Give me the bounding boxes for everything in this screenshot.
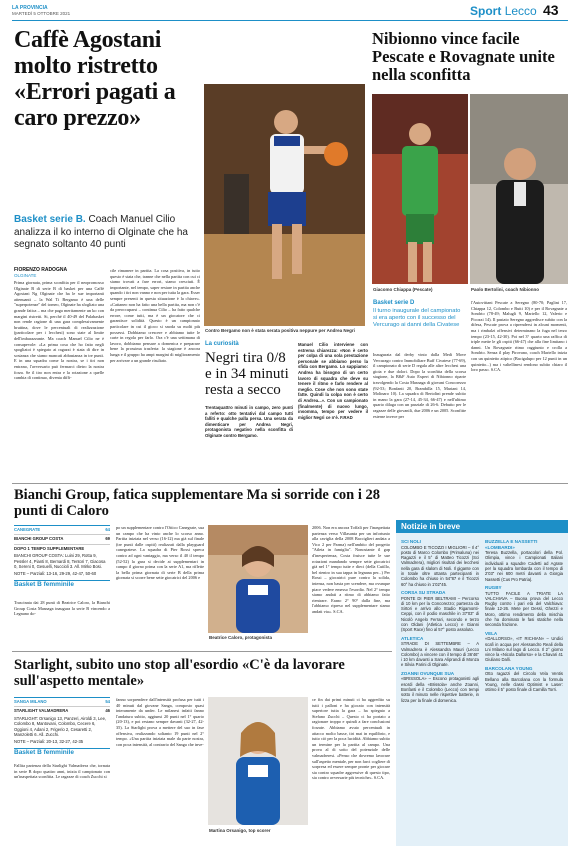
article1-photo-caption: Contro Bergamo non è stata serata positiva neppure per Andrea Negri [205, 328, 355, 333]
notizia-body: PONTE DI PIER BELTRAMI – Percorso di 10 km per la Concorezzo; partenza da Sirtori e arrivo allo Stadio Rigamonti-Ceppi, con il podio maschile in 37'03" di Nicolò Angelo Ferrari, secondo e terzo con Oldani (Atletica Lecco) e Gianni (Sport Race) fino al 57° posto assoluto. [401, 595, 479, 633]
notizia-title: BARCOLANA YOUNG [485, 665, 533, 671]
article2-caption-left: Giacomo Chiappa (Pescate) [373, 287, 433, 292]
scorebox2-home-name: SANGA MILANO [14, 699, 47, 704]
article3-photo-caption: Beatrice Caloro, protagonista [209, 635, 273, 640]
page-number: 43 [543, 2, 559, 18]
article3-headline: Bianchi Group, fatica supplementare Ma si sorride con i 28 punti di Caloro [14, 487, 380, 519]
article4-photo-caption: Martina Orsanigo, top scorer [209, 828, 271, 833]
article1-standfirst-block [14, 214, 204, 252]
scorebox2-away-score: 46 [105, 708, 110, 714]
curiosity-body-2: Manuel Cilio interviene con estrema chiarezza: «Non è certo per colpa di una sola prestazione personale se abbiamo perso la sfida con Bergamo. Lo sappiamo: Andrea ha bisogno di un certo lavoro di squadra che deve su tenere il ritmo e farlo rendere al meglio. Cose che non sono state fatte. Quindi la colpa non è certo di Andrea...». Con un campionato (finalmente) di nuovo lungo, insomma, tempo per vedere il miglior Negri ce n'è. F.RAD [298, 342, 368, 420]
player-smiling-icon [208, 697, 308, 825]
article2-body-right: l'Autovittani Pescate a Seregno (80-70; Paglini 17, Chiappa 12, Colombo e Butti 10) e per il Rovagnate a Sondrio (78-49; Malugli 9, Mariello 12, Valerio e Picozzi 14). Il pastato Seregno aggredisce subito con la difesa, Pescate prova a riprendersi in alcuni momenti, ma i rimbalzi offensivi determinano la fuga nel terzo tempo (23-15, 42-30). Poi nel 3° quarto una raffica di triple mette le gli ospiti (66-47) che alla fine limitano i danni. Un Rovagnate ritmo raggiunto e crolla a Sondrio. Senza il play Pirovano, coach Mariello inizia con un quintetto atipico (Bacigalupo per 12 punti in un quintetto...) ma i valtellinesi rendono subito chiaro il loro passo. S.CA. [471, 300, 567, 373]
masthead-paper: LA PROVINCIA [12, 5, 48, 11]
notizie-box [396, 520, 568, 846]
notizie-header: Notizie in breve [396, 520, 568, 533]
article2-headline: Nibionno vince facile Pescate e Rovagnate unite nella sconfitta [372, 29, 555, 84]
scorebox2-away-name: STARLIGHT VALMADRERA [14, 708, 69, 714]
notizia-title: CORSA SU STRADA [401, 589, 446, 595]
bottom-rule [12, 651, 392, 652]
article4-body-left: Fallita partenza della Starlight Valmadrera che, tornata in serie B dopo quattro anni, inizia il campionato con un'inaspettata sconfitta. Le ragazze di coach Zucchi si [14, 763, 110, 780]
coach-portrait-icon [470, 94, 568, 284]
scorebox-away-name: BIANCHI GROUP COSTA [14, 536, 64, 542]
notizia-body: Otto ragazzi del Circolo Vela Ventis Bellano alla Barcolana con la formula Young, nelle classi Optimist e Laser: ottimo il 5° posto finale di Camilla Torri. [485, 671, 563, 693]
article1-body-mid: cile rimanere in partita. La cosa positiva, in tutto questo è stata che, tranne che nella partita con cui ci siamo trovati a fare errori, siamo cresciuti. È importante, nel tempo, saper restare in partita anche quando i tiri non vanno e non per tutta la gara. Esser sempre presenti in questa situazione è la chiave». «Cattaneo non ha fatto una bella partita, ma non c'è da preoccuparsi – continua Cilio – ha fatto qualche errore, come tutti, ma è un giocatore che ci garantisce solidità. Questo è un campionato particolare in cui il gioco si snoda su molti più possessi. Dobbiamo crescere e abbiamo tutte le carte in regola per farlo. Ora c'è una settimana di lavoro, dobbiamo pensare a domenica e preparare bene la prossima trasferta: la stagione è ancora lunga e il gruppo ha ampi margini di miglioramento per arrivare a un grande risultato. [110, 268, 200, 363]
article2-photo-left [372, 94, 468, 284]
section-label [470, 4, 537, 18]
player-portrait-icon [208, 525, 308, 633]
article2-standfirst: Il turno inaugurale del campionato si era aperto con il successo del Vercurago ai danni della Civatese [373, 308, 461, 329]
notizia-body: «BRISSOLA» – Escono protagonisti agli esordi della «Brissola» anche Zoanni, Bonfanti e il Colombo (Lecco) con tempi sotto il minuto nelle rispettive batterie, in lizza per la finale di domenica. [401, 676, 479, 703]
notizia-body: «DALLORSO», «IT RICHIAN» – Undici scafi in acqua per Alessandro Reali della Lni Milano sul lago di Lecco. Il 2° giorno vince la «Nicola Dallorso» e la Chavari 41 Giuliano Dalli. [485, 636, 563, 663]
scorebox-body: BIANCHI GROUP COSTA: Luini 29, Rotta 9, Pessler 4, Pianti 8, Bernardi 8, Tentori 7, Giacosa 0, Sereni 0, Gesuelli, Nuccioli 3. All. Mirko Bosi. [14, 553, 106, 570]
curiosity-body: Trentaquattro minuti in campo, zero punti a referto: otto tentativi dal campo tutti falliti e qualche palla persa. Una serata da dimenticare per Andrea Negri, protagonista negativo nella sconfitta di Olginate contro Bergamo. [205, 405, 293, 438]
section-sport: Sport [470, 4, 502, 18]
scorebox2-label: Basket B femminile [14, 748, 110, 755]
notizia-title: BUZZELLA E NASSETTI «LOMBARDI» [485, 539, 538, 550]
notizia-title: RUGBY [485, 584, 502, 590]
article4-photo [208, 697, 308, 825]
notizia-title: ATLETICA [401, 635, 424, 641]
article3-body-left: Trascinata dai 28 punti di Beatrice Caloro, la Bianchi Group Costa Masnaga inaugura la serie B vincendo a Legnano do- [14, 600, 110, 617]
notizia-title: ZOANNI OVUNQUE SUA [401, 670, 455, 676]
article4-body-mid: fanno sorprendere dall'intensità profusa per tutti i 40 minuti dal giovane Sanga, composto quasi interamente da under. Le milanesi infatti fanno l'andatura subito, aggiunsi 20 punti nel 1° quarto (20-13), e poi restano sempre davanti (32-27, 42-35). La Starlight prova a mettere del suo in fase offensiva, realizzando soltanto 19 punti nel 2° tempo. «Una partita iniziata male da parte nostra, con poca intensità, al contrario del Sanga che inve- [116, 697, 204, 747]
article4-scorebox [14, 697, 110, 755]
notizie-col-1 [401, 536, 479, 842]
notizia-title: VELA [485, 630, 498, 636]
scorebox2-home-score: 54 [105, 699, 110, 704]
scorebox-label: Basket B femminile [14, 580, 110, 587]
article1-body-left: Prima giornata, prima sconfitta per il neopromosso Olginate B di serie B di basket per una Caffè Agostani Ng Olginate che ha le sue importanti attenuanti – la Wal Ti Bergamo è una delle "superpotenze" del torneo, Olginate ha sfogliato una grande fatica – ma che paga meritamente un ko con margini ristretti. Si, perché il 40-49 del Palabasket non rende ragione di una gara complessivamente bruttina, dove le percentuali di realizzazione (particolare per i lecchesi) sono state al limite dell'imbarazzante. Ma coach Manuel Cilio ne è consapevole: «La prima cosa che ho fatto negli spogliatoi è spiegato ai ragazzi è stata di dire in sostanza che siamo mancati abbastanza in tre punti. E in una squadra come la nostra, se i tiri non entrano, l'avversario può fermarci dietro la nostra forza. Se il tiro non entra e la rotazione a quelle cambia di continuo, diventa diffi- [14, 280, 104, 381]
notizia-title: SCI NOLI [401, 539, 421, 544]
scorebox2-home [14, 697, 110, 704]
article2-kicker: Basket serie D [373, 300, 415, 306]
article1-photo [204, 84, 365, 326]
article4-headline: Starlight, subito uno stop all'esordio «C'è da lavorare sull'aspetto mentale» [14, 657, 345, 689]
scorebox2-body: STARLIGHT: Orsanigo 13, Panzeri, Airoldi 3, Lee, Colombo 8, Mantovani, Colombo, Cecere 6, Oggioni 4, Adani 2, Frigerio 2, Cesaretti 2, Manzoletti 6. All. Zucchi. [14, 715, 107, 738]
notizia-body: TUTTO FACILE A TRIATE LA VALCHIAVA – Buona prova del Lecco Rugby contro i pari età del Valchiava: finale 12-26. Mete per Dessì, Ghezzi e Moro, ottimo rendimento della mischia che ha dominato le fasi statiche nella seconda frazione. [485, 590, 563, 628]
player-figure-icon [204, 84, 365, 326]
scorebox2-away [14, 706, 110, 713]
article3-scorebox [14, 525, 110, 587]
article1-dateline: OLGINATE [14, 273, 37, 278]
scorebox-partials: NOTE – Parziali: 13-16, 29-29, 42-47, 50-60 [14, 571, 97, 577]
article2-photo-right [470, 94, 568, 284]
article1-byline: FIORENZO RADOGNA [14, 267, 68, 273]
scorebox-note: DOPO 1 TEMPO SUPPLEMENTARE [14, 544, 110, 551]
article1-kicker: Basket serie B. [14, 214, 86, 225]
article4-body-right: ce fin dai primi minuti ci ha aggredito su tutti i palloni e ha giocato con intensità superiore tutta la gara – ha spiegato a Stefano Zucchi – Questo ci ha portato a ragionare troppo e quindi a fare conclusioni forzate. Abbiamo avuto percentuali in attacco molto basse, tiri mai in equilibrio, e tutto ciò per la poca lucidità. Abbiamo subito un termine per la partita al campo. Una prova al di sotto del potenziale delle valmadreresi. «Penso che dovremo lavorare sull'aspetto mentale, per non farci cogliere di sorpresa ed essere sempre pronte per giocare sia contro squadre aggressive di questo tipo, sia contro avversarie più tecniche». S.CA. [312, 697, 390, 781]
section-city: Lecco [504, 4, 537, 18]
scorebox-away-score: 69 [105, 536, 110, 542]
notizia-body: Teresa Buzzella, portacolori della Pol. Olimpia, vince i Campionati Italiani individuali a squadre Cadetti ad Agrate per la squadra lombarda con il tempo di 2'03" nei 600 metri davanti a Giorgia Nassetti (Cus Pro Patria). [485, 550, 563, 582]
mid-rule [12, 483, 568, 484]
curiosity-label: La curiosità [205, 341, 239, 347]
masthead-date: MARTEDÌ 5 OTTOBRE 2021 [12, 11, 71, 16]
notizie-col-2 [485, 536, 563, 842]
scorebox2-partials: NOTE – Parziali: 20-13, 32-27, 42-35 [14, 739, 84, 745]
article2-caption-right: Paolo Bertolini, coach Nibionno [471, 287, 540, 292]
notizia-body: STRADE DI SETTEMBRE – A Valmadrera è Alessandra Mauri (Lecco Colombo) a vincere con il tempo di 36'46" i 10 km davanti a Sara Aliprandi di Monza e Silvia Parini di Olginate. [401, 641, 479, 668]
scorebox-home-name: CANEGRATE [14, 527, 41, 532]
article3-body-mid: po un supplementare contro l'Ottico Canegrate, sua un campo che ha vinto anche lo scorso anno. Partita iniziata nel verso (16-12) ma già sul finale (tre punti dalle ospiti) realizzati dalla playguard canegratese. La squadra di Pier Rossi spreca contro ad ogni vantaggio, ma verso il 40 il tempo (52-52) la gara si decide ai supplementari in campo il giorno prima con la serie A1, ma riflette la bella prima giornata di serie B della prima giornata si scorre bene sette giocatrici del 2006 e [116, 525, 204, 581]
article1-headline: Caffè Agostani molto ristretto «Errori pagati a caro prezzo» [14, 27, 176, 131]
article1-standfirst: Coach Manuel Cilio analizza il ko interno di Olginate che ha segnato soltanto 40 punti [14, 214, 188, 250]
player-green-icon [372, 94, 468, 284]
scorebox-home [14, 525, 110, 532]
article3-body-right: 2006. Non era ancora Toffali per l'inaspettata partenza verso Villasanta per un infortunio alla caviglia della 2008 Bacciglieri andata a Vico 2 per Parma) nell'ambito del progetto "Atleta in famiglia". Nonostante il gap d'inesperienza, Costa fruisce tutte le sue rotazioni mandando sempre sette giocatrici già nel 1° tempo tutte e dieci (della Cutillo, bel rientro in sua tappa in legnana per...) Per Rossi – giocatrici pure contro la solida, intensa, non basta per scendere, ma ovunque piace vedere emesso l'esordio. Nel 2° tempo siamo andati a ritmo di abbiamo fatto rientrare. Erano 2° 90° dalla fine, ma l'abbiamo ripreso nel supplementare siamo andati via». S.CA. [312, 525, 390, 614]
scorebox-home-score: 64 [105, 527, 110, 532]
article3-photo [208, 525, 308, 633]
header-rule [12, 20, 568, 21]
curiosity-title: Negri tira 0/8 e in 34 minuti resta a secco [205, 350, 289, 398]
article2-body-left: Inaugurata dal derby vinto dalla Medi Move Vercurago contro Immobiliare Buff Civatese (77-69), il campionato di serie D regala alle altre lecchesi una gioia e due dolori. Dopo la sconfitta della scorsa stagione, la B&F Auto Expert di Nibionno riparte travolgendo la Costa Masnaga di giovani Concorezzo (92-53; Bonfanti 20, Brambilla 15, Mariani 14, Molinaro 10). La squadra di Bertolini prende subito in mano la gara (27-14, 45-34, 66-47) e nell'ultimo quarto dilaga con un parziale di 26-6. Debutto per le ragazze delle giovanili, due 2006 e un 2005. Sconfitte esterne invece per [373, 352, 466, 419]
notizia-body: COLOMBO E TICOZZI I MIGLIORI – Il 4° posto di Marco Colombo (Primaluna) nei Ragazzi e il 5° di Matteo Ticozzi (Sci Valmadrera), migliori risultati dei lecchesi nella gara di slalom di Noli. Il gigante con in totale oltre ottanta partecipanti in Colombo ha chiuso in 54"87 e il Ticozzi 60° ha chiuso in 1'02"45. [401, 544, 479, 587]
scorebox-away [14, 534, 110, 541]
